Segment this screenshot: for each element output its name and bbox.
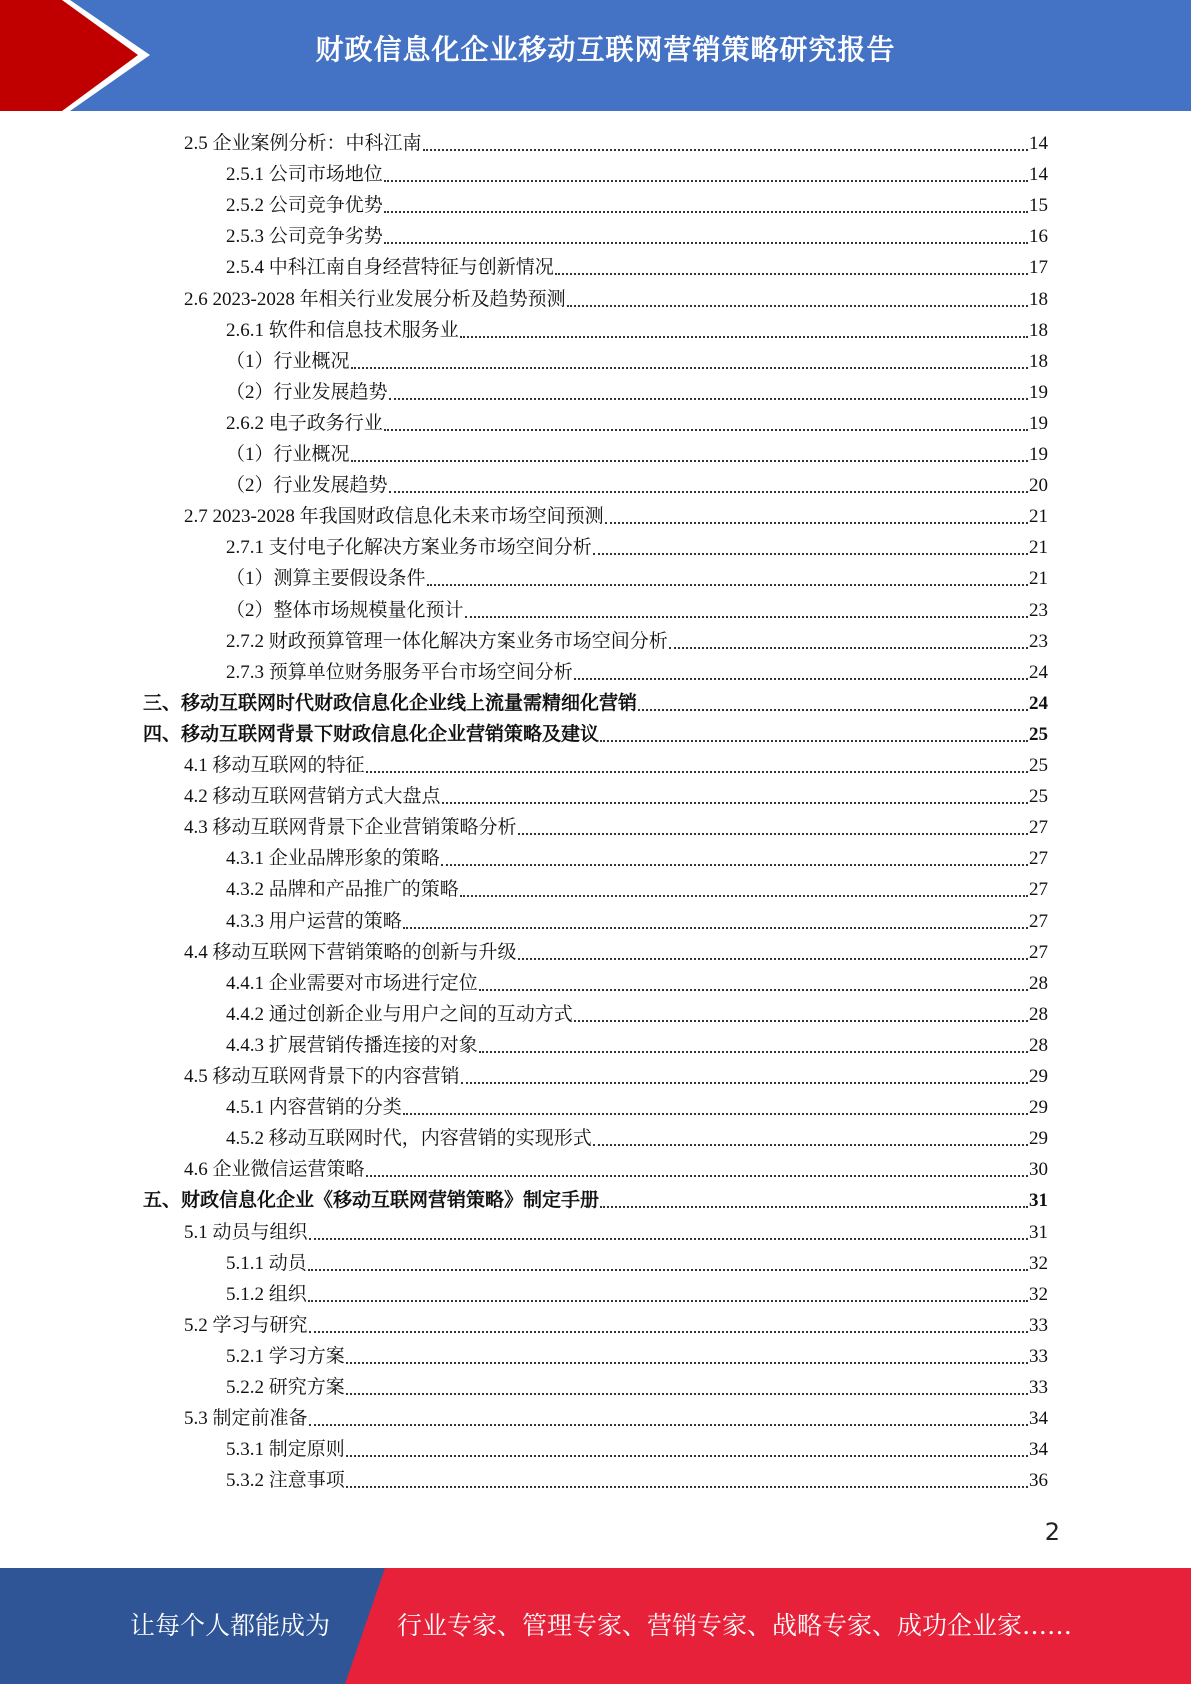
toc-entry-page: 32 [1029,1283,1048,1305]
toc-dot-leader [366,771,1028,773]
toc-entry-title: 4.3 移动互联网背景下企业营销策略分析 [184,817,517,839]
toc-dot-leader [384,429,1028,431]
toc-entry-title: 5.3.2 注意事项 [226,1470,345,1492]
toc-dot-leader [384,211,1028,213]
toc-entry-page: 29 [1029,1128,1048,1150]
toc-dot-leader [638,709,1028,711]
toc-entry-page: 29 [1029,1097,1048,1119]
toc-entry-page: 32 [1029,1252,1048,1274]
toc-entry-title: 2.6.2 电子政务行业 [226,412,383,434]
toc-dot-leader [574,1020,1028,1022]
toc-entry-title: 五、财政信息化企业《移动互联网营销策略》制定手册 [143,1190,600,1212]
toc-entry-page: 21 [1029,537,1048,559]
toc-dot-leader [460,895,1028,897]
toc-entry[interactable] [226,470,1048,501]
toc-entry-title: 2.5.4 中科江南自身经营特征与创新情况 [226,257,554,279]
toc-dot-leader [346,1455,1028,1457]
toc-entry[interactable] [184,128,1048,159]
toc-entry-title: 5.2.1 学习方案 [226,1345,345,1367]
toc-dot-leader [669,647,1028,649]
toc-entry-title: （2）行业发展趋势 [226,475,388,497]
toc-dot-leader [574,678,1028,680]
toc-entry[interactable] [226,532,1048,563]
toc-entry-title: 2.6 2023-2028 年相关行业发展分析及趋势预测 [184,288,566,310]
toc-entry-page: 31 [1029,1190,1048,1212]
toc-entry[interactable] [226,190,1048,221]
toc-entry-title: 4.4 移动互联网下营销策略的创新与升级 [184,941,517,963]
toc-dot-leader [518,958,1028,960]
toc-entry-title: 4.2 移动互联网营销方式大盘点 [184,786,441,808]
toc-entry-page: 36 [1029,1470,1048,1492]
toc-entry[interactable] [226,843,1048,874]
toc-entry-title: 4.4.1 企业需要对市场进行定位 [226,972,478,994]
toc-entry[interactable] [184,1154,1048,1185]
toc-entry[interactable] [184,1403,1048,1434]
toc-entry-title: （2）行业发展趋势 [226,381,388,403]
toc-entry-title: 5.2 学习与研究 [184,1314,308,1336]
toc-entry[interactable] [226,968,1048,999]
toc-entry[interactable] [226,906,1048,937]
toc-dot-leader [403,1113,1028,1115]
toc-entry[interactable] [226,563,1048,594]
toc-dot-leader [441,864,1028,866]
toc-entry-title: 2.7.2 财政预算管理一体化解决方案业务市场空间分析 [226,630,668,652]
toc-entry[interactable] [226,1248,1048,1279]
toc-entry-page: 25 [1029,786,1048,808]
toc-entry[interactable] [226,657,1048,688]
page-header [0,0,1191,111]
toc-entry-page: 24 [1029,661,1048,683]
toc-entry-page: 23 [1029,630,1048,652]
toc-dot-leader [309,1331,1028,1333]
toc-dot-leader [600,1206,1028,1208]
toc-entry[interactable] [226,874,1048,905]
toc-entry-title: 4.4.3 扩展营销传播连接的对象 [226,1034,478,1056]
toc-dot-leader [389,398,1028,400]
toc-entry[interactable] [184,1310,1048,1341]
toc-dot-leader [567,305,1028,307]
toc-entry-page: 27 [1029,879,1048,901]
toc-entry-title: 2.7.1 支付电子化解决方案业务市场空间分析 [226,537,592,559]
page-footer [0,1568,1191,1684]
toc-entry-page: 18 [1029,288,1048,310]
toc-entry-page: 33 [1029,1314,1048,1336]
toc-entry[interactable] [226,1372,1048,1403]
toc-dot-leader [593,1144,1028,1146]
toc-entry-title: （2）整体市场规模量化预计 [226,599,464,621]
toc-entry-title: 2.6.1 软件和信息技术服务业 [226,319,459,341]
toc-entry-title: 2.7 2023-2028 年我国财政信息化未来市场空间预测 [184,506,604,528]
toc-entry-page: 27 [1029,941,1048,963]
toc-entry[interactable] [226,1434,1048,1465]
toc-dot-leader [346,1393,1028,1395]
toc-entry[interactable] [184,501,1048,532]
toc-entry-page: 28 [1029,972,1048,994]
toc-entry-page: 24 [1029,692,1048,714]
toc-dot-leader [461,1082,1028,1084]
toc-entry-title: 5.1 动员与组织 [184,1221,308,1243]
toc-dot-leader [309,1238,1028,1240]
toc-entry[interactable] [184,1061,1048,1092]
toc-entry-page: 27 [1029,848,1048,870]
toc-entry-title: 4.5.1 内容营销的分类 [226,1097,402,1119]
toc-entry[interactable] [143,1185,1048,1216]
toc-entry-page: 29 [1029,1066,1048,1087]
toc-dot-leader [427,584,1028,586]
toc-entry-title: 4.6 企业微信运营策略 [184,1159,365,1181]
toc-entry-page: 18 [1029,350,1048,372]
toc-entry-page: 25 [1029,755,1048,776]
toc-entry-page: 28 [1029,1003,1048,1025]
toc-dot-leader [460,336,1028,338]
toc-entry-page: 15 [1029,195,1048,217]
footer-slogan-left: 让每个人都能成为 [130,1611,331,1640]
footer-slogan-right: 行业专家、管理专家、营销专家、战略专家、成功企业家…… [397,1611,1073,1640]
toc-dot-leader [465,616,1028,618]
toc-dot-leader [605,522,1028,524]
toc-entry-page: 19 [1029,444,1048,465]
toc-dot-leader [309,1424,1028,1426]
toc-entry[interactable] [226,346,1048,377]
toc-dot-leader [351,460,1028,462]
toc-dot-leader [442,802,1028,804]
toc-entry[interactable] [184,750,1048,781]
toc-entry-title: 4.3.3 用户运营的策略 [226,910,402,932]
toc-dot-leader [423,149,1028,151]
toc-entry-title: 三、移动互联网时代财政信息化企业线上流量需精细化营销 [143,692,638,714]
toc-entry-title: 四、移动互联网背景下财政信息化企业营销策略及建议 [143,723,600,745]
toc-entry-title: （1）行业概况 [226,444,350,465]
toc-entry-page: 23 [1029,599,1048,621]
toc-entry[interactable] [226,595,1048,626]
toc-entry-page: 19 [1029,381,1048,403]
toc-entry-title: 4.5.2 移动互联网时代，内容营销的实现形式 [226,1128,592,1150]
toc-entry[interactable] [226,252,1048,283]
toc-entry-page: 19 [1029,412,1048,434]
toc-entry-page: 30 [1029,1159,1048,1181]
toc-entry[interactable] [226,377,1048,408]
toc-entry-title: （1）行业概况 [226,350,350,372]
toc-entry-title: 2.5.1 公司市场地位 [226,164,383,186]
report-title: 财政信息化企业移动互联网营销策略研究报告 [315,33,896,66]
toc-dot-leader [518,833,1028,835]
toc-dot-leader [308,1269,1028,1271]
toc-dot-leader [403,927,1028,929]
toc-entry[interactable] [184,1217,1048,1248]
toc-entry-title: 2.5.3 公司竞争劣势 [226,226,383,248]
toc-entry-title: 4.4.2 通过创新企业与用户之间的互动方式 [226,1003,573,1025]
page-number: 2 [1044,1518,1060,1546]
toc-entry[interactable] [226,439,1048,470]
toc-entry-page: 28 [1029,1034,1048,1056]
toc-entry[interactable] [226,408,1048,439]
toc-dot-leader [593,553,1028,555]
toc-entry[interactable] [184,781,1048,812]
toc-entry[interactable] [226,159,1048,190]
toc-entry[interactable] [226,1123,1048,1154]
toc-entry-page: 16 [1029,226,1048,248]
toc-dot-leader [384,242,1028,244]
toc-dot-leader [351,367,1028,369]
toc-entry-page: 34 [1029,1439,1048,1461]
toc-dot-leader [384,180,1028,182]
toc-dot-leader [555,273,1028,275]
toc-dot-leader [479,989,1028,991]
toc-entry-title: 2.5 企业案例分析：中科江南 [184,133,422,154]
toc-entry-page: 20 [1029,475,1048,497]
toc-entry[interactable] [143,719,1048,750]
toc-entry-page: 18 [1029,319,1048,341]
toc-entry-page: 14 [1029,133,1048,154]
toc-entry[interactable] [226,1465,1048,1496]
toc-dot-leader [389,491,1028,493]
toc-entry-page: 31 [1029,1221,1048,1243]
toc-entry-page: 21 [1029,506,1048,528]
toc-entry-title: 4.3.2 品牌和产品推广的策略 [226,879,459,901]
toc-entry[interactable] [226,221,1048,252]
toc-entry-title: 5.3.1 制定原则 [226,1439,345,1461]
toc-entry-title: 2.5.2 公司竞争优势 [226,195,383,217]
toc-entry-title: 5.3 制定前准备 [184,1408,308,1430]
toc-entry[interactable] [226,1030,1048,1061]
toc-entry-title: 4.3.1 企业品牌形象的策略 [226,848,440,870]
toc-entry-page: 25 [1029,723,1048,745]
toc-entry-page: 14 [1029,164,1048,186]
toc-entry[interactable] [226,315,1048,346]
toc-entry-page: 27 [1029,817,1048,839]
toc-dot-leader [346,1486,1028,1488]
toc-dot-leader [346,1362,1028,1364]
toc-entry-title: 4.1 移动互联网的特征 [184,755,365,776]
toc-entry[interactable] [226,999,1048,1030]
toc-entry-title: 2.7.3 预算单位财务服务平台市场空间分析 [226,661,573,683]
toc-entry[interactable] [184,937,1048,968]
toc-entry-title: 5.1.1 动员 [226,1252,307,1274]
toc-dot-leader [308,1300,1028,1302]
toc-dot-leader [366,1175,1028,1177]
toc-entry-title: 5.1.2 组织 [226,1283,307,1305]
toc-entry[interactable] [184,812,1048,843]
toc-entry-page: 27 [1029,910,1048,932]
toc-entry[interactable] [226,626,1048,657]
toc-entry[interactable] [226,1341,1048,1372]
toc-entry-page: 33 [1029,1345,1048,1367]
toc-entry-title: （1）测算主要假设条件 [226,568,426,590]
toc-entry-title: 4.5 移动互联网背景下的内容营销 [184,1066,460,1087]
toc-dot-leader [600,740,1028,742]
toc-entry-page: 21 [1029,568,1048,590]
toc-entry[interactable] [184,284,1048,315]
toc-entry[interactable] [143,688,1048,719]
toc-dot-leader [479,1051,1028,1053]
toc-entry-page: 34 [1029,1408,1048,1430]
toc-entry[interactable] [226,1279,1048,1310]
toc-entry-page: 17 [1029,257,1048,279]
toc-entry-title: 5.2.2 研究方案 [226,1377,345,1398]
toc-entry[interactable] [226,1092,1048,1123]
toc-entry-page: 33 [1029,1377,1048,1398]
